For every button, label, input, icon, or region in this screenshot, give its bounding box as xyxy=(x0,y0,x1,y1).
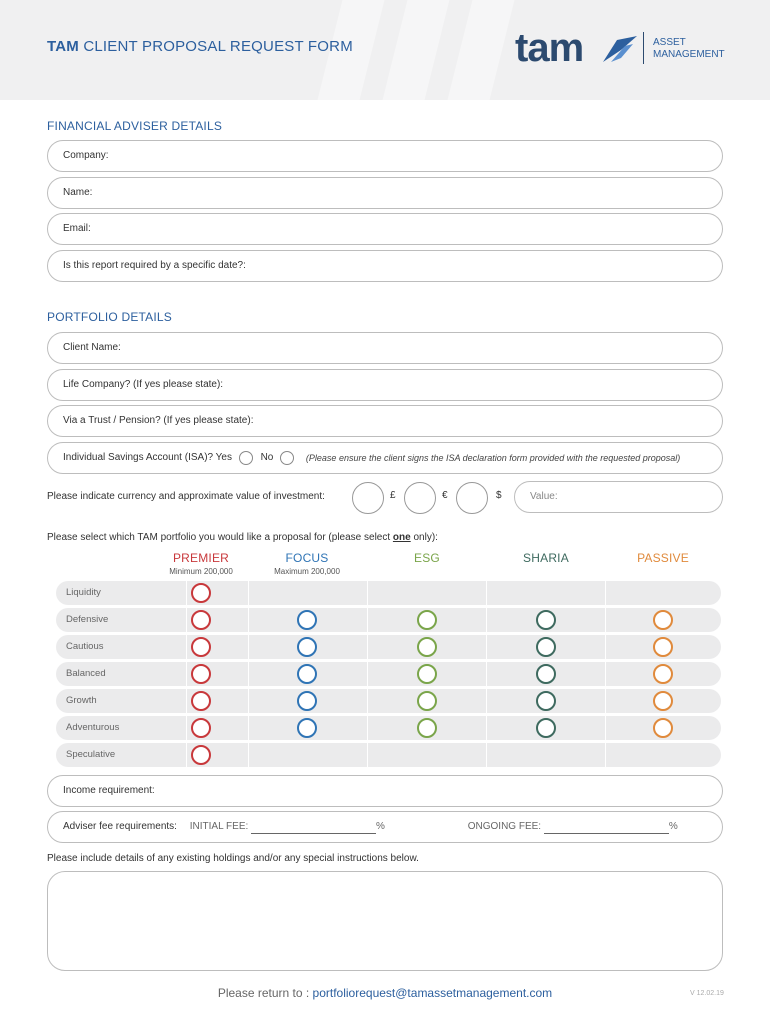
radio-premier-cautious[interactable] xyxy=(191,637,211,657)
column-header-focus: FOCUS xyxy=(285,551,329,565)
name-field[interactable]: Name: xyxy=(47,177,723,209)
isa-note: (Please ensure the client signs the ISA declaration form provided with the requested proposal) xyxy=(305,453,681,463)
risk-label: Liquidity xyxy=(56,581,186,605)
date-field[interactable]: Is this report required by a specific date?: xyxy=(47,250,723,282)
radio-sharia-balanced[interactable] xyxy=(536,664,556,684)
radio-premier-speculative[interactable] xyxy=(191,745,211,765)
initial-fee-label: INITIAL FEE: xyxy=(189,821,249,832)
fee-label: Adviser fee requirements: xyxy=(63,821,177,832)
radio-premier-balanced[interactable] xyxy=(191,664,211,684)
radio-sharia-adventurous[interactable] xyxy=(536,718,556,738)
radio-passive-balanced[interactable] xyxy=(653,664,673,684)
risk-row-liquidity xyxy=(56,581,721,605)
life-company-field[interactable]: Life Company? (If yes please state): xyxy=(47,369,723,401)
email-field[interactable]: Email: xyxy=(47,213,723,245)
adviser-fee-row xyxy=(47,811,723,843)
radio-esg-adventurous[interactable] xyxy=(417,718,437,738)
radio-focus-growth[interactable] xyxy=(297,691,317,711)
eur-radio[interactable] xyxy=(404,482,436,514)
radio-esg-cautious[interactable] xyxy=(417,637,437,657)
eur-symbol: € xyxy=(442,490,448,501)
radio-passive-cautious[interactable] xyxy=(653,637,673,657)
radio-focus-adventurous[interactable] xyxy=(297,718,317,738)
isa-row xyxy=(47,442,723,474)
risk-row-speculative xyxy=(56,743,721,767)
radio-premier-adventurous[interactable] xyxy=(191,718,211,738)
column-sub-focus: Maximum 200,000 xyxy=(274,567,340,576)
details-instruction: Please include details of any existing holdings and/or any special instructions below. xyxy=(47,853,419,864)
radio-passive-adventurous[interactable] xyxy=(653,718,673,738)
usd-symbol: $ xyxy=(496,490,502,501)
risk-row-growth xyxy=(56,689,721,713)
isa-label: Individual Savings Account (ISA)? Yes xyxy=(63,452,232,463)
ongoing-fee-input[interactable] xyxy=(544,820,669,834)
isa-no-radio[interactable] xyxy=(280,451,294,465)
initial-fee-input[interactable] xyxy=(251,820,376,834)
radio-focus-balanced[interactable] xyxy=(297,664,317,684)
risk-label: Defensive xyxy=(56,608,186,632)
client-name-field[interactable]: Client Name: xyxy=(47,332,723,364)
gbp-symbol: £ xyxy=(390,490,396,501)
radio-esg-defensive[interactable] xyxy=(417,610,437,630)
initial-fee-percent: % xyxy=(376,821,385,832)
trust-pension-field[interactable]: Via a Trust / Pension? (If yes please state): xyxy=(47,405,723,437)
column-header-esg: ESG xyxy=(414,551,440,565)
risk-label: Balanced xyxy=(56,662,186,686)
risk-row-defensive xyxy=(56,608,721,632)
value-input[interactable]: Value: xyxy=(514,481,723,513)
version-label: V 12.02.19 xyxy=(690,990,724,997)
isa-yes-radio[interactable] xyxy=(239,451,253,465)
ongoing-fee-percent: % xyxy=(668,821,678,832)
currency-label: Please indicate currency and approximate value of investment: xyxy=(47,491,325,502)
risk-row-balanced xyxy=(56,662,721,686)
footer-email-link[interactable]: portfoliorequest@tamassetmanagement.com xyxy=(312,986,553,1000)
header-banner: TAM CLIENT PROPOSAL REQUEST FORM tam ASSET MANAGEMENT xyxy=(0,0,770,100)
footer-text: Please return to : xyxy=(217,986,313,1000)
column-header-passive: PASSIVE xyxy=(637,551,689,565)
risk-label: Adventurous xyxy=(56,716,186,740)
risk-label: Speculative xyxy=(56,743,186,767)
isa-no-label: No xyxy=(260,452,274,463)
gbp-radio[interactable] xyxy=(352,482,384,514)
radio-sharia-defensive[interactable] xyxy=(536,610,556,630)
radio-premier-growth[interactable] xyxy=(191,691,211,711)
portfolio-select-instruction: Please select which TAM portfolio you would like a proposal for (please select one only): xyxy=(47,532,438,543)
radio-focus-defensive[interactable] xyxy=(297,610,317,630)
risk-row-adventurous xyxy=(56,716,721,740)
ongoing-fee-label: ONGOING FEE: xyxy=(467,821,542,832)
radio-premier-defensive[interactable] xyxy=(191,610,211,630)
radio-esg-growth[interactable] xyxy=(417,691,437,711)
column-header-sharia: SHARIA xyxy=(523,551,569,565)
radio-premier-liquidity[interactable] xyxy=(191,583,211,603)
logo-wing-icon xyxy=(603,36,637,62)
radio-focus-cautious[interactable] xyxy=(297,637,317,657)
income-requirement-field[interactable]: Income requirement: xyxy=(47,775,723,807)
details-textarea[interactable] xyxy=(47,871,723,971)
radio-passive-defensive[interactable] xyxy=(653,610,673,630)
adviser-section-title: FINANCIAL ADVISER DETAILS xyxy=(47,119,223,133)
risk-label: Cautious xyxy=(56,635,186,659)
risk-row-cautious xyxy=(56,635,721,659)
page-title: TAM CLIENT PROPOSAL REQUEST FORM xyxy=(47,38,353,55)
footer xyxy=(0,986,770,1000)
radio-passive-growth[interactable] xyxy=(653,691,673,711)
radio-esg-balanced[interactable] xyxy=(417,664,437,684)
column-header-premier: PREMIER xyxy=(172,551,230,565)
company-field[interactable]: Company: xyxy=(47,140,723,172)
radio-sharia-growth[interactable] xyxy=(536,691,556,711)
column-sub-premier: Minimum 200,000 xyxy=(169,567,233,576)
portfolio-section-title: PORTFOLIO DETAILS xyxy=(47,310,172,324)
radio-sharia-cautious[interactable] xyxy=(536,637,556,657)
usd-radio[interactable] xyxy=(456,482,488,514)
risk-label: Growth xyxy=(56,689,186,713)
